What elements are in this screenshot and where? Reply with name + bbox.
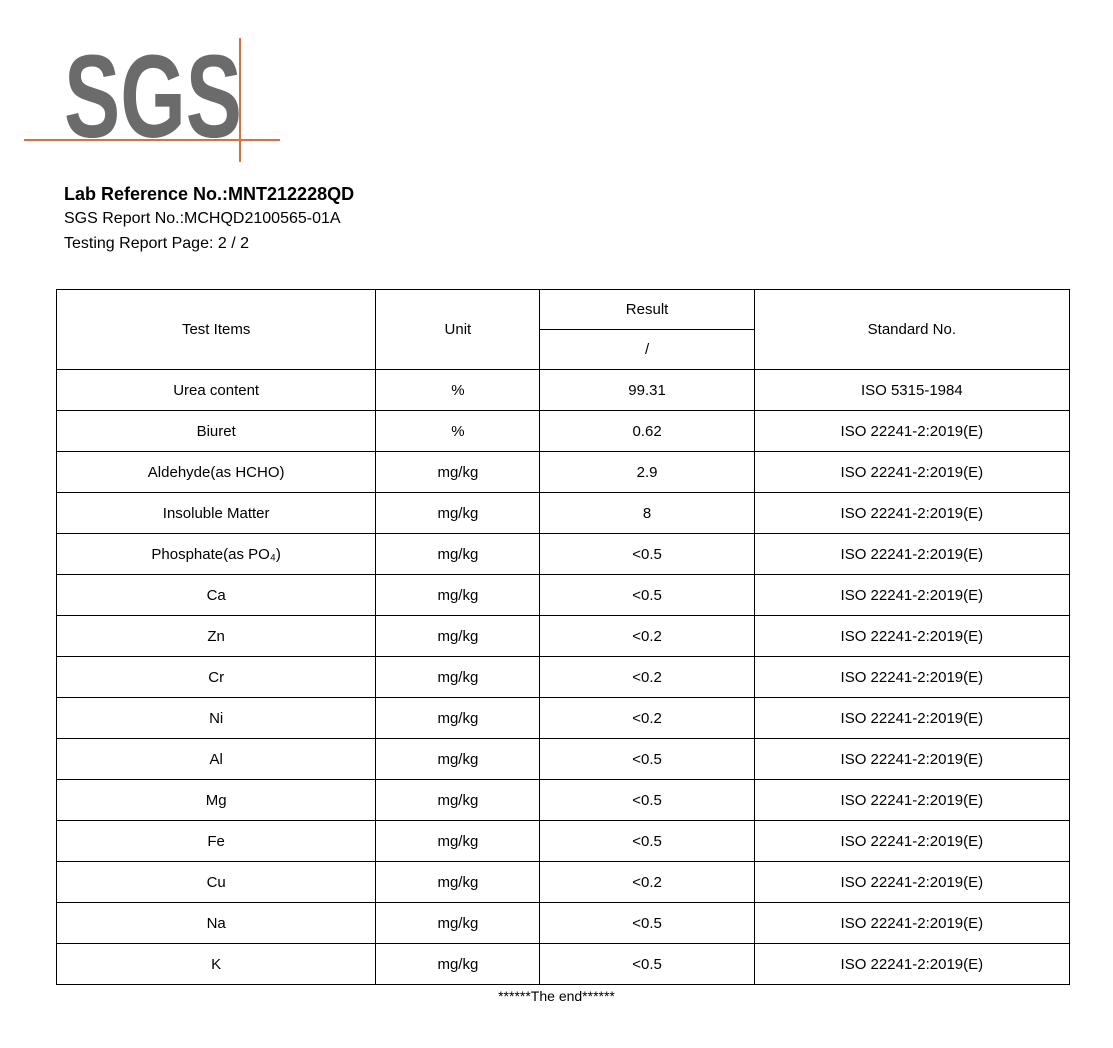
header-result-sub: / xyxy=(540,330,754,370)
cell-standard: ISO 22241-2:2019(E) xyxy=(754,534,1069,575)
cell-test-item: Biuret xyxy=(57,411,376,452)
cell-standard: ISO 22241-2:2019(E) xyxy=(754,411,1069,452)
cell-standard: ISO 22241-2:2019(E) xyxy=(754,780,1069,821)
cell-test-item: Phosphate(as PO₄) xyxy=(57,534,376,575)
lab-reference: Lab Reference No.:MNT212228QD xyxy=(64,184,355,204)
table-row xyxy=(57,657,1070,698)
header-test-items: Test Items xyxy=(57,290,376,370)
table-row xyxy=(57,821,1070,862)
cell-test-item: Al xyxy=(57,739,376,780)
cell-result: <0.2 xyxy=(540,657,754,698)
cell-test-item: Fe xyxy=(57,821,376,862)
cell-test-item: Mg xyxy=(57,780,376,821)
cell-test-item: Zn xyxy=(57,616,376,657)
cell-result: <0.5 xyxy=(540,575,754,616)
header-unit: Unit xyxy=(376,290,540,370)
cell-test-item: Insoluble Matter xyxy=(57,493,376,534)
cell-result: <0.5 xyxy=(540,903,754,944)
cell-result: 0.62 xyxy=(540,411,754,452)
table-row xyxy=(57,534,1070,575)
cell-test-item: Urea content xyxy=(57,370,376,411)
cell-unit: % xyxy=(376,411,540,452)
table-row xyxy=(57,739,1070,780)
cell-standard: ISO 5315-1984 xyxy=(754,370,1069,411)
cell-standard: ISO 22241-2:2019(E) xyxy=(754,944,1069,985)
cell-standard: ISO 22241-2:2019(E) xyxy=(754,903,1069,944)
cell-test-item: Aldehyde(as HCHO) xyxy=(57,452,376,493)
cell-result: <0.5 xyxy=(540,534,754,575)
cell-standard: ISO 22241-2:2019(E) xyxy=(754,493,1069,534)
cell-result: 99.31 xyxy=(540,370,754,411)
cell-test-item: Ni xyxy=(57,698,376,739)
cell-unit: mg/kg xyxy=(376,534,540,575)
cell-unit: mg/kg xyxy=(376,944,540,985)
table-row xyxy=(57,862,1070,903)
table-row xyxy=(57,493,1070,534)
cell-test-item: Na xyxy=(57,903,376,944)
report-number: SGS Report No.:MCHQD2100565-01A xyxy=(64,210,341,227)
table-row xyxy=(57,452,1070,493)
cell-unit: mg/kg xyxy=(376,862,540,903)
table-row xyxy=(57,944,1070,985)
cell-unit: mg/kg xyxy=(376,903,540,944)
cell-standard: ISO 22241-2:2019(E) xyxy=(754,739,1069,780)
sgs-logo xyxy=(0,0,300,170)
results-table xyxy=(56,289,1070,985)
cell-unit: mg/kg xyxy=(376,821,540,862)
table-row xyxy=(57,903,1070,944)
cell-unit: mg/kg xyxy=(376,657,540,698)
cell-result: <0.2 xyxy=(540,698,754,739)
cell-result: <0.2 xyxy=(540,616,754,657)
table-row xyxy=(57,616,1070,657)
end-marker: ******The end****** xyxy=(498,988,615,1004)
cell-unit: mg/kg xyxy=(376,698,540,739)
cell-result: 2.9 xyxy=(540,452,754,493)
report-header xyxy=(64,182,354,256)
cell-unit: % xyxy=(376,370,540,411)
cell-standard: ISO 22241-2:2019(E) xyxy=(754,575,1069,616)
cell-unit: mg/kg xyxy=(376,575,540,616)
cell-result: <0.2 xyxy=(540,862,754,903)
table-row xyxy=(57,411,1070,452)
cell-unit: mg/kg xyxy=(376,739,540,780)
cell-unit: mg/kg xyxy=(376,616,540,657)
table-row xyxy=(57,698,1070,739)
cell-result: <0.5 xyxy=(540,739,754,780)
table-body xyxy=(57,370,1070,985)
cell-test-item: Cu xyxy=(57,862,376,903)
cell-test-item: Cr xyxy=(57,657,376,698)
cell-test-item: K xyxy=(57,944,376,985)
cell-result: 8 xyxy=(540,493,754,534)
table-row xyxy=(57,575,1070,616)
sgs-logo-text: SGS xyxy=(64,31,242,163)
cell-unit: mg/kg xyxy=(376,452,540,493)
cell-result: <0.5 xyxy=(540,821,754,862)
table-row xyxy=(57,780,1070,821)
cell-unit: mg/kg xyxy=(376,493,540,534)
cell-unit: mg/kg xyxy=(376,780,540,821)
cell-standard: ISO 22241-2:2019(E) xyxy=(754,616,1069,657)
cell-standard: ISO 22241-2:2019(E) xyxy=(754,698,1069,739)
cell-result: <0.5 xyxy=(540,780,754,821)
cell-standard: ISO 22241-2:2019(E) xyxy=(754,657,1069,698)
header-standard: Standard No. xyxy=(754,290,1069,370)
header-result: Result xyxy=(540,290,754,330)
cell-standard: ISO 22241-2:2019(E) xyxy=(754,452,1069,493)
cell-standard: ISO 22241-2:2019(E) xyxy=(754,821,1069,862)
cell-standard: ISO 22241-2:2019(E) xyxy=(754,862,1069,903)
cell-result: <0.5 xyxy=(540,944,754,985)
cell-test-item: Ca xyxy=(57,575,376,616)
page-number: Testing Report Page: 2 / 2 xyxy=(64,235,249,252)
table-row xyxy=(57,370,1070,411)
